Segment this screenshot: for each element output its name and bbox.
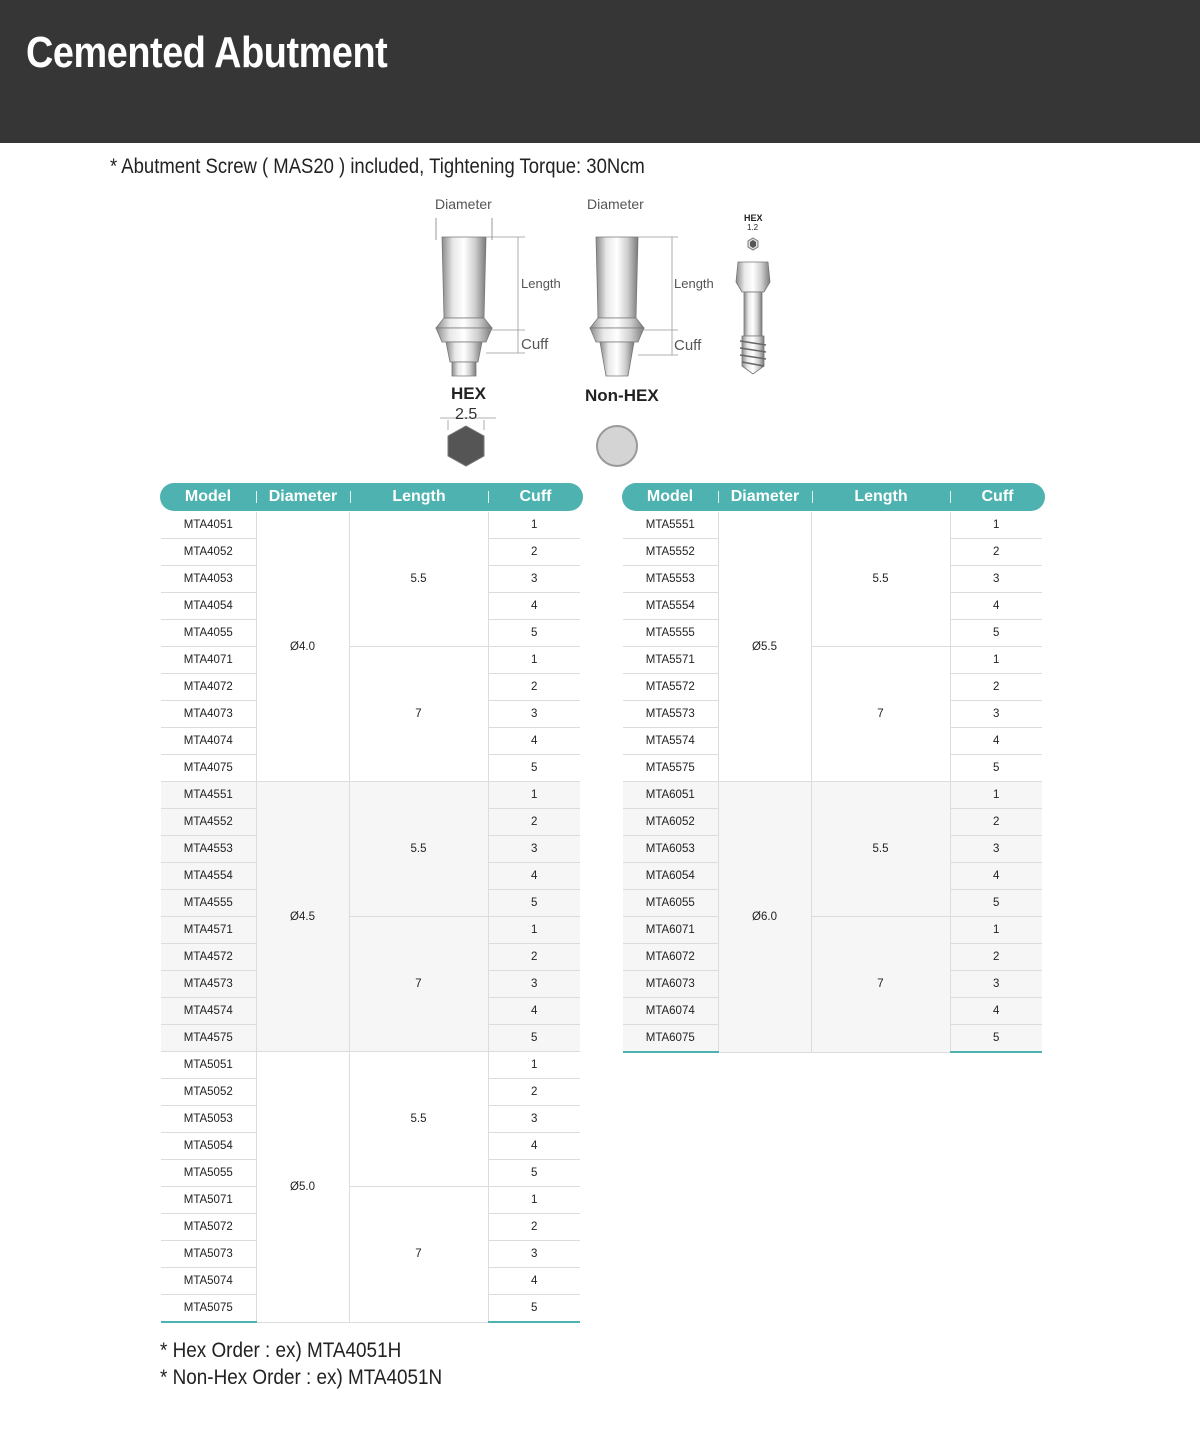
table-row (161, 782, 580, 809)
cuff-cell: 1 (488, 1187, 580, 1214)
cuff-cell: 5 (950, 890, 1042, 917)
model-cell: MTA6072 (623, 944, 718, 971)
cuff-cell: 1 (950, 917, 1042, 944)
model-cell: MTA5553 (623, 566, 718, 593)
model-cell: MTA4053 (161, 566, 256, 593)
page-title: Cemented Abutment (26, 28, 388, 77)
model-cell: MTA4572 (161, 944, 256, 971)
table-header (160, 483, 583, 511)
cuff-cell: 2 (488, 674, 580, 701)
cuff-cell: 2 (950, 809, 1042, 836)
cuff-cell: 1 (488, 512, 580, 539)
header-diameter: Diameter (268, 488, 338, 505)
model-cell: MTA6051 (623, 782, 718, 809)
model-cell: MTA4075 (161, 755, 256, 782)
model-cell: MTA5052 (161, 1079, 256, 1106)
table-row (161, 1187, 580, 1214)
cuff-cell: 3 (488, 1241, 580, 1268)
model-cell: MTA4554 (161, 863, 256, 890)
length-cell: 7 (349, 917, 488, 1052)
cuff-cell: 2 (950, 944, 1042, 971)
model-cell: MTA4071 (161, 647, 256, 674)
hex-label: HEX (451, 384, 486, 403)
cuff-cell: 3 (488, 836, 580, 863)
model-cell: MTA5554 (623, 593, 718, 620)
cuff-cell: 3 (950, 836, 1042, 863)
cuff-cell: 4 (488, 593, 580, 620)
table-row (623, 512, 1042, 539)
header-length: Length (392, 488, 446, 505)
model-cell: MTA5055 (161, 1160, 256, 1187)
abutment-illustration (420, 190, 800, 475)
left-grid (161, 512, 580, 1323)
length-cell: 7 (349, 647, 488, 782)
cuff-cell: 2 (488, 809, 580, 836)
cuff-cell: 5 (488, 1025, 580, 1052)
model-cell: MTA4055 (161, 620, 256, 647)
model-cell: MTA5071 (161, 1187, 256, 1214)
model-cell: MTA6075 (623, 1025, 718, 1053)
table-row (161, 512, 580, 539)
screw-hex-label: HEX (744, 213, 763, 223)
hex-diameter-label: Diameter (435, 196, 492, 212)
screw-hex-size: 1.2 (747, 223, 759, 232)
hex-size-label: 2.5 (455, 406, 478, 423)
cuff-cell: 1 (950, 512, 1042, 539)
cuff-cell: 2 (488, 1214, 580, 1241)
table-row (161, 917, 580, 944)
cuff-cell: 5 (488, 620, 580, 647)
cuff-cell: 4 (950, 863, 1042, 890)
nonhex-length-label: Length (674, 276, 714, 291)
cuff-cell: 3 (488, 1106, 580, 1133)
cuff-cell: 5 (488, 890, 580, 917)
model-cell: MTA6073 (623, 971, 718, 998)
cuff-cell: 5 (488, 1295, 580, 1323)
model-cell: MTA6053 (623, 836, 718, 863)
nonhex-diameter-label: Diameter (587, 196, 644, 212)
model-cell: MTA5571 (623, 647, 718, 674)
model-cell: MTA4574 (161, 998, 256, 1025)
cuff-cell: 5 (950, 755, 1042, 782)
diameter-cell: Ø4.5 (256, 782, 349, 1052)
model-cell: MTA4072 (161, 674, 256, 701)
cuff-cell: 4 (950, 998, 1042, 1025)
model-cell: MTA4555 (161, 890, 256, 917)
diameter-cell: Ø6.0 (718, 782, 811, 1053)
length-cell: 5.5 (349, 782, 488, 917)
header-model: Model (646, 488, 694, 505)
diameter-cell: Ø4.0 (256, 512, 349, 782)
model-cell: MTA5551 (623, 512, 718, 539)
page-header (0, 0, 1200, 143)
cuff-cell: 2 (488, 539, 580, 566)
header-diameter: Diameter (730, 488, 800, 505)
cuff-cell: 5 (488, 755, 580, 782)
model-cell: MTA4575 (161, 1025, 256, 1052)
table-row (161, 647, 580, 674)
model-cell: MTA5051 (161, 1052, 256, 1079)
model-cell: MTA6071 (623, 917, 718, 944)
model-cell: MTA5573 (623, 701, 718, 728)
model-cell: MTA4074 (161, 728, 256, 755)
abutment-screw-drawing (736, 238, 770, 374)
model-cell: MTA6055 (623, 890, 718, 917)
cuff-cell: 5 (950, 1025, 1042, 1053)
cuff-cell: 2 (950, 674, 1042, 701)
hex-footprint-icon (448, 426, 484, 466)
length-cell: 5.5 (811, 782, 950, 917)
nonhex-cuff-label: Cuff (674, 337, 702, 354)
cuff-cell: 4 (488, 728, 580, 755)
model-cell: MTA4052 (161, 539, 256, 566)
abutment-diagram (420, 190, 800, 475)
right-grid (623, 512, 1042, 1053)
model-cell: MTA4073 (161, 701, 256, 728)
length-cell: 5.5 (349, 512, 488, 647)
cuff-cell: 1 (488, 917, 580, 944)
model-cell: MTA5552 (623, 539, 718, 566)
model-cell: MTA6074 (623, 998, 718, 1025)
cuff-cell: 5 (950, 620, 1042, 647)
cuff-cell: 4 (488, 863, 580, 890)
header-length: Length (854, 488, 908, 505)
cuff-cell: 3 (488, 701, 580, 728)
header-cuff: Cuff (981, 488, 1014, 505)
hex-length-label: Length (521, 276, 561, 291)
nonhex-order-note: * Non-Hex Order : ex) MTA4051N (160, 1366, 443, 1389)
cuff-cell: 1 (488, 1052, 580, 1079)
model-cell: MTA4553 (161, 836, 256, 863)
model-cell: MTA5572 (623, 674, 718, 701)
model-cell: MTA5073 (161, 1241, 256, 1268)
model-cell: MTA6054 (623, 863, 718, 890)
length-cell: 7 (811, 647, 950, 782)
table-row (623, 917, 1042, 944)
cuff-cell: 4 (488, 1133, 580, 1160)
model-cell: MTA5555 (623, 620, 718, 647)
table-row (161, 1052, 580, 1079)
cuff-cell: 4 (950, 593, 1042, 620)
header-model: Model (184, 488, 232, 505)
cuff-cell: 2 (488, 944, 580, 971)
model-cell: MTA5575 (623, 755, 718, 782)
model-cell: MTA4571 (161, 917, 256, 944)
model-cell: MTA4054 (161, 593, 256, 620)
model-cell: MTA4552 (161, 809, 256, 836)
cuff-cell: 1 (488, 782, 580, 809)
hex-cuff-label: Cuff (521, 336, 549, 353)
table-header (622, 483, 1045, 511)
length-cell: 5.5 (811, 512, 950, 647)
cuff-cell: 4 (488, 998, 580, 1025)
screw-note: * Abutment Screw ( MAS20 ) included, Tightening Torque: 30Ncm (110, 155, 645, 178)
hex-abutment-drawing (436, 218, 525, 376)
table-row (623, 782, 1042, 809)
model-cell: MTA4573 (161, 971, 256, 998)
hex-order-note: * Hex Order : ex) MTA4051H (160, 1339, 402, 1362)
model-cell: MTA5075 (161, 1295, 256, 1323)
cuff-cell: 3 (950, 566, 1042, 593)
model-cell: MTA5074 (161, 1268, 256, 1295)
model-cell: MTA5054 (161, 1133, 256, 1160)
model-cell: MTA4051 (161, 512, 256, 539)
model-cell: MTA5053 (161, 1106, 256, 1133)
cuff-cell: 4 (950, 728, 1042, 755)
cuff-cell: 3 (488, 566, 580, 593)
length-cell: 7 (349, 1187, 488, 1323)
cuff-cell: 3 (950, 971, 1042, 998)
table-row (623, 647, 1042, 674)
cuff-cell: 2 (488, 1079, 580, 1106)
model-cell: MTA6052 (623, 809, 718, 836)
cuff-cell: 5 (488, 1160, 580, 1187)
model-cell: MTA5072 (161, 1214, 256, 1241)
cuff-cell: 2 (950, 539, 1042, 566)
cuff-cell: 1 (950, 647, 1042, 674)
model-cell: MTA4551 (161, 782, 256, 809)
diameter-cell: Ø5.0 (256, 1052, 349, 1323)
cuff-cell: 4 (488, 1268, 580, 1295)
cuff-cell: 3 (488, 971, 580, 998)
length-cell: 5.5 (349, 1052, 488, 1187)
cuff-cell: 1 (488, 647, 580, 674)
nonhex-label: Non-HEX (585, 386, 659, 405)
diameter-cell: Ø5.5 (718, 512, 811, 782)
nonhex-abutment-drawing (590, 237, 678, 376)
length-cell: 7 (811, 917, 950, 1053)
cuff-cell: 3 (950, 701, 1042, 728)
header-cuff: Cuff (519, 488, 552, 505)
model-cell: MTA5574 (623, 728, 718, 755)
cuff-cell: 1 (950, 782, 1042, 809)
nonhex-footprint-icon (597, 426, 637, 466)
